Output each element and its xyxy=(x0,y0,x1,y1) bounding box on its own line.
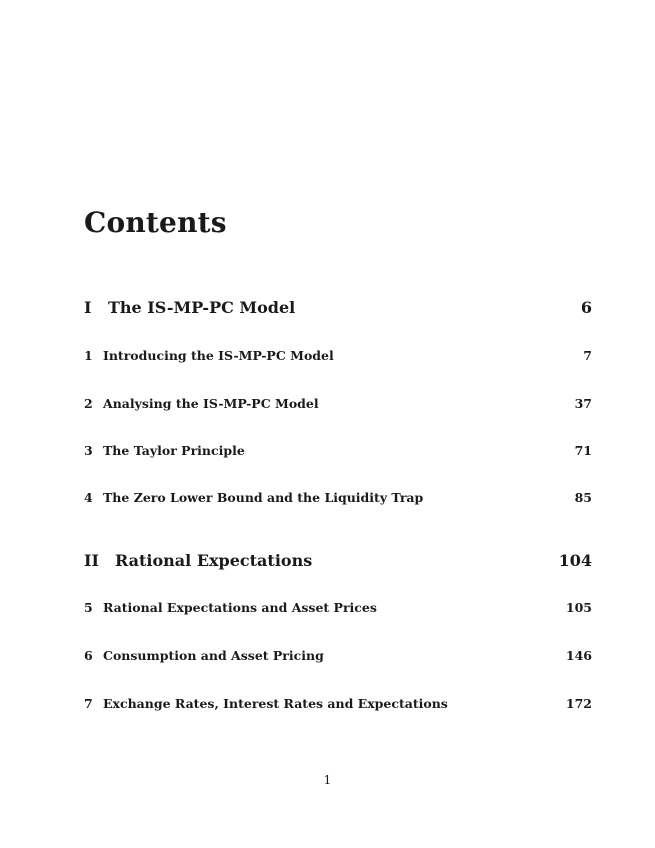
part-number: I xyxy=(84,298,92,317)
toc-chapter-3[interactable] xyxy=(84,443,592,458)
part-page-number: 6 xyxy=(580,298,592,317)
toc-part-1[interactable] xyxy=(84,298,592,317)
toc-chapter-7[interactable] xyxy=(84,696,592,711)
toc-chapter-1[interactable] xyxy=(84,348,592,363)
part-title: The IS-MP-PC Model xyxy=(108,298,296,317)
chapter-title: The Taylor Principle xyxy=(103,443,245,458)
chapter-number: 2 xyxy=(84,396,93,411)
part-page-number: 104 xyxy=(558,551,592,570)
page-title: Contents xyxy=(84,206,227,239)
part-number: II xyxy=(84,551,99,570)
chapter-title: The Zero Lower Bound and the Liquidity Trap xyxy=(103,490,424,505)
chapter-number: 5 xyxy=(84,600,93,615)
page-number: 1 xyxy=(323,773,332,787)
toc-chapter-2[interactable] xyxy=(84,396,592,411)
toc-part-2[interactable] xyxy=(84,551,592,570)
chapter-title: Exchange Rates, Interest Rates and Expectations xyxy=(103,696,448,711)
chapter-title: Introducing the IS-MP-PC Model xyxy=(103,348,334,363)
chapter-number: 1 xyxy=(84,348,93,363)
chapter-page-number: 71 xyxy=(574,443,592,458)
chapter-page-number: 37 xyxy=(574,396,592,411)
chapter-number: 7 xyxy=(84,696,93,711)
chapter-page-number: 146 xyxy=(565,648,592,663)
part-title: Rational Expectations xyxy=(115,551,313,570)
toc-chapter-5[interactable] xyxy=(84,600,592,615)
chapter-number: 4 xyxy=(84,490,93,505)
chapter-title: Analysing the IS-MP-PC Model xyxy=(103,396,319,411)
chapter-title: Rational Expectations and Asset Prices xyxy=(103,600,377,615)
chapter-number: 3 xyxy=(84,443,93,458)
chapter-page-number: 105 xyxy=(565,600,592,615)
chapter-page-number: 172 xyxy=(565,696,592,711)
chapter-title: Consumption and Asset Pricing xyxy=(103,648,324,663)
toc-chapter-4[interactable] xyxy=(84,490,592,505)
chapter-page-number: 85 xyxy=(574,490,592,505)
chapter-number: 6 xyxy=(84,648,93,663)
chapter-page-number: 7 xyxy=(583,348,592,363)
toc-chapter-6[interactable] xyxy=(84,648,592,663)
